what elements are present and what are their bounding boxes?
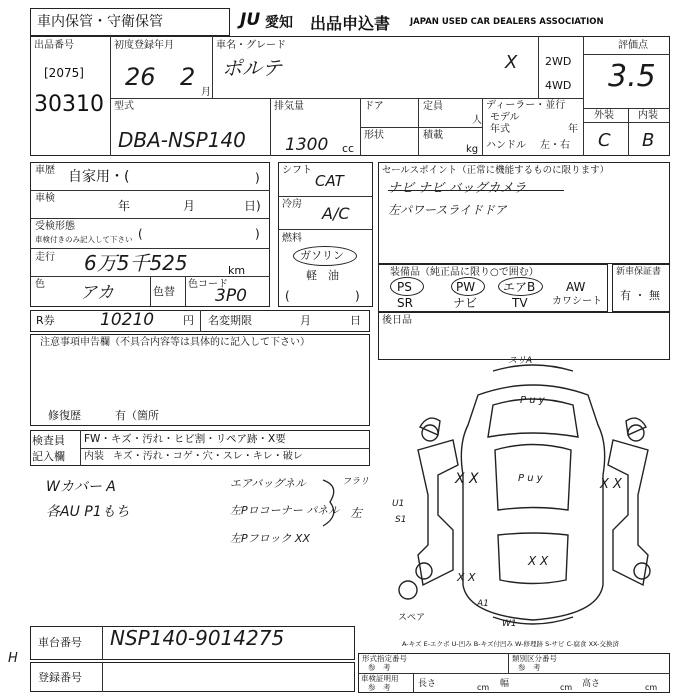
history-label: 車歴: [35, 165, 55, 176]
inspector-row2-prefix: 内装: [84, 451, 104, 462]
equip-tv: TV: [512, 296, 528, 310]
capacity-label: 定員: [423, 101, 443, 112]
exterior-grade: C: [598, 130, 611, 151]
sales-points-label: セールスポイント（正常に機能するものに限ります）: [382, 165, 610, 176]
equip-sr: SR: [397, 296, 413, 310]
equipment-label: 装備品（純正品に限り○で囲む）: [390, 267, 539, 278]
displacement-value: 1300: [285, 135, 329, 155]
equip-pw: PW: [456, 280, 476, 294]
approval-label1: 形式指定番号: [362, 654, 407, 663]
fuel-gasoline: ガソリン: [300, 249, 344, 262]
color-label: 色: [35, 279, 45, 290]
ju-logo: JU: [240, 10, 261, 30]
color-code-label: 色コード: [188, 279, 228, 290]
lot-number: 30310: [34, 92, 104, 117]
sales-points-line1: ナビ ナビ バッグカメラ: [388, 181, 527, 196]
branch-name: 愛知: [265, 15, 293, 31]
drive-4wd: 4WD: [545, 79, 572, 92]
lot-code: [2075]: [44, 66, 84, 80]
shift-value: CAT: [315, 172, 344, 190]
equip-seat: カワシート: [552, 296, 602, 307]
load-unit: kg: [466, 144, 479, 155]
exterior-label: 外装: [594, 110, 614, 121]
fuel-open: (: [285, 289, 290, 303]
inspection-day: 日): [244, 199, 261, 213]
cert-ref: 参 考: [368, 683, 391, 692]
inspector-label2: 記入欄: [32, 450, 65, 463]
color-value: アカ: [80, 283, 114, 303]
registration-year: 26: [125, 63, 156, 91]
name-change-label: 名変期限: [208, 314, 252, 327]
remark-1: Wカバー A: [46, 479, 116, 495]
cert-length-unit: cm: [477, 683, 490, 692]
name-change-day: 日: [350, 314, 361, 327]
car-name-value: ポルテ: [222, 56, 282, 80]
dealer-line4: ハンドル: [486, 140, 526, 151]
history-close: ): [255, 171, 260, 185]
post-install-box: [378, 312, 670, 360]
acceptance-label: 受検形態: [35, 221, 75, 232]
remark-5: 左Pフロック XX: [230, 532, 310, 545]
mileage-value: 6万5千525: [84, 251, 188, 275]
ps-circle: [390, 277, 424, 296]
acceptance-open: (: [138, 227, 143, 241]
plate-label: 登録番号: [38, 671, 82, 684]
shape-label: 形状: [364, 130, 384, 141]
color-code-value: 3P0: [215, 286, 247, 306]
ac-label: 冷房: [282, 199, 302, 210]
inspector-label1: 検査員: [32, 434, 65, 447]
model-value: DBA-NSP140: [118, 128, 246, 152]
equip-airbag: エアB: [503, 280, 536, 294]
diagram-mark-roof: P u y: [518, 473, 543, 484]
approval-label2: 参 考: [368, 663, 391, 672]
storage-box: [30, 8, 230, 36]
drive-2wd: 2WD: [545, 55, 572, 68]
rating-value: 3.5: [608, 59, 656, 94]
dealer-line1: ディーラー・並行: [486, 100, 566, 111]
lot-label: 出品番号: [34, 40, 74, 51]
dealer-line3: 年式: [490, 124, 510, 135]
chassis-label: 車台番号: [38, 636, 82, 649]
diagram-mark-right: X X: [600, 477, 622, 492]
approval-label4: 参 考: [518, 663, 541, 672]
equip-navi: ナビ: [453, 296, 478, 310]
history-value: 自家用・(: [68, 169, 130, 185]
cert-height: 高さ: [582, 679, 601, 689]
sales-points-line2: 左パワースライドドア: [388, 203, 507, 217]
capacity-unit: 人: [472, 115, 482, 126]
remark-9: S1: [395, 515, 407, 525]
car-grade: X: [505, 52, 518, 73]
registration-label: 初度登録年月: [114, 40, 174, 51]
inspection-label: 車検: [35, 193, 55, 204]
remark-7: 左: [350, 506, 363, 520]
diagram-mark-a1: A1: [477, 599, 489, 609]
diagram-mark-hood: P u y: [520, 395, 545, 406]
cert-width-unit: cm: [560, 683, 573, 692]
fuel-close: ): [355, 289, 360, 303]
repair-history-label: 修復歴: [48, 409, 81, 422]
mileage-unit: km: [228, 264, 246, 277]
diagram-mark-left: X X: [455, 471, 479, 487]
remark-6: フラリ: [342, 477, 370, 487]
name-change-month: 月: [300, 314, 311, 327]
airbag-circle: [498, 277, 543, 296]
dealer-line3-unit: 年: [568, 124, 578, 135]
equip-aw: AW: [566, 280, 586, 294]
inspection-year: 年: [118, 199, 131, 213]
recycle-value: 10210: [100, 310, 155, 330]
dealer-line2: モデル: [490, 112, 520, 123]
ac-value: A/C: [322, 204, 350, 223]
registration-month: 2: [180, 63, 196, 91]
repair-history-option: 有（箇所: [115, 409, 159, 422]
model-label: 型式: [114, 101, 134, 112]
spare-label: スペア: [398, 613, 426, 623]
equip-ps: PS: [397, 280, 412, 294]
storage-label: 車内保管・守衛保管: [37, 14, 163, 30]
inspection-month: 月: [183, 199, 196, 213]
bracket-mark: [318, 478, 348, 528]
notes-label: 注意事項申告欄（不具合内容等は具体的に記入して下さい）: [40, 337, 310, 348]
car-name-label: 車名・グレード: [216, 40, 286, 51]
diagram-mark-rear: X X: [528, 554, 549, 568]
acceptance-note: 車検付きのみ記入して下さい: [35, 235, 133, 244]
remark-4: 左Pロコーナー パネル: [230, 504, 340, 517]
cert-length: 長さ: [418, 679, 437, 689]
warranty-value: 有 ・ 無: [620, 289, 660, 302]
diagram-mark-rear-left: X X: [457, 571, 476, 584]
acceptance-close: ): [255, 227, 260, 241]
warranty-label: 新車保証書: [616, 267, 662, 277]
remark-2: 各AU P1もち: [46, 504, 130, 520]
cert-height-unit: cm: [645, 683, 658, 692]
remark-3: エアバッグネル: [230, 477, 307, 490]
post-install-label: 後日品: [382, 315, 412, 326]
recycle-label: R券: [36, 314, 55, 327]
shift-label: シフト: [282, 165, 312, 176]
displacement-unit: cc: [342, 142, 355, 155]
mileage-label: 走行: [35, 252, 55, 263]
diagram-mark-w1: W1: [502, 619, 517, 629]
fuel-diesel: 軽 油: [306, 269, 339, 282]
interior-label: 内装: [638, 110, 658, 121]
damage-legend: A-キズ E-エクボ U-凹み B-キズ付凹み W-修理跡 S-サビ C-腐食 XX-交換済: [402, 640, 620, 648]
displacement-label: 排気量: [274, 101, 304, 112]
remark-8: U1: [392, 499, 405, 509]
rating-label: 評価点: [618, 40, 648, 51]
inspector-row2: キズ・汚れ・コゲ・穴・スレ・キレ・破レ: [113, 451, 303, 462]
diagram-mark-front: スリA: [508, 356, 533, 366]
cert-width: 幅: [500, 679, 510, 689]
margin-note: H: [8, 651, 18, 666]
doors-label: ドア: [364, 101, 384, 112]
dealer-line4-opt: 左・右: [540, 140, 570, 151]
interior-grade: B: [642, 130, 655, 151]
pw-circle: [451, 277, 485, 296]
association-name: JAPAN USED CAR DEALERS ASSOCIATION: [410, 17, 604, 27]
cert-label: 車検証明用: [361, 674, 399, 683]
form-title: 出品申込書: [310, 14, 391, 33]
recycle-unit: 円: [183, 314, 194, 327]
registration-month-unit: 月: [201, 87, 211, 98]
approval-label3: 類別区分番号: [512, 654, 557, 663]
load-label: 積載: [423, 130, 443, 141]
chassis-number: NSP140-9014275: [110, 626, 285, 650]
inspector-row1: FW・キズ・汚れ・ヒビ割・リペア跡・X要: [84, 433, 286, 445]
color-change-label: 色替: [153, 285, 175, 298]
fuel-label: 燃料: [282, 233, 302, 244]
